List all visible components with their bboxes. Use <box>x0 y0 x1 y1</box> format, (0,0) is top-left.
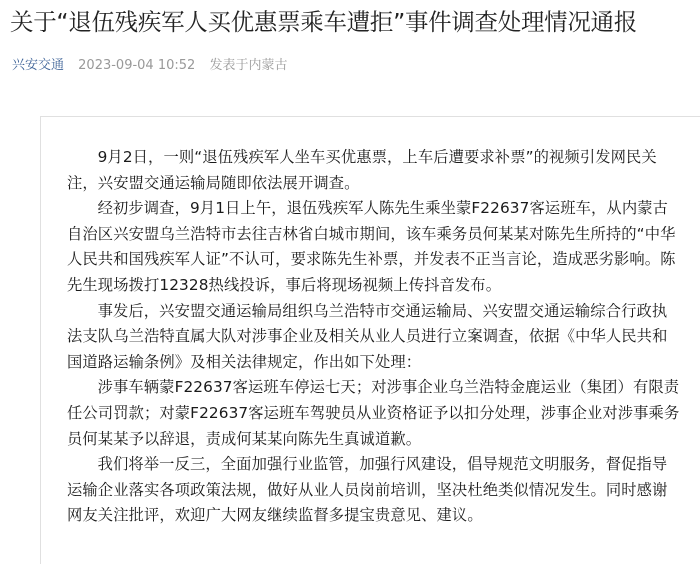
source-account-link[interactable]: 兴安交通 <box>12 58 65 73</box>
article-meta <box>12 56 287 76</box>
notice-image <box>40 116 700 564</box>
publish-time: 2023-09-04 10:52 <box>78 58 196 73</box>
notice-paragraph-4: 涉事车辆蒙F22637客运班车停运七天；对涉事企业乌兰浩特金鹿运业（集团）有限责任公司罚款；对蒙F22637客运班车驾驶员从业资格证予以扣分处理，涉事企业对涉事乘务员何某某予以辞退，责成何某某向陈先生真诚道歉。 <box>67 378 680 448</box>
notice-paragraph-5: 我们将举一反三，全面加强行业监管，加强行风建设，倡导规范文明服务，督促指导运输企业落实各项政策法规，做好从业人员岗前培训，坚决杜绝类似情况发生。同时感谢网友关注批评，欢迎广大网友继续监督多提宝贵意见、建议。 <box>67 455 668 525</box>
notice-paragraph-2: 经初步调查，9月1日上午，退伍残疾军人陈先生乘坐蒙F22637客运班车，从内蒙古自治区兴安盟乌兰浩特市去往吉林省白城市期间，该车乘务员何某某对陈先生所持的“中华人民共和国残疾军人证”不认可，要求陈先生补票，并发表不正当言论，造成恶劣影响。陈先生现场拨打12328热线投诉，事后将现场视频上传抖音发布。 <box>67 199 676 294</box>
article-title: 关于“退伍残疾军人买优惠票乘车遭拒”事件调查处理情况通报 <box>10 8 637 36</box>
notice-body <box>41 117 700 529</box>
publish-location: 发表于内蒙古 <box>209 58 288 73</box>
notice-paragraph-3: 事发后，兴安盟交通运输局组织乌兰浩特市交通运输局、兴安盟交通运输综合行政执法支队乌兰浩特直属大队对涉事企业及相关从业人员进行立案调查，依据《中华人民共和国道路运输条例》及相关法律规定，作出如下处理： <box>67 301 668 371</box>
notice-paragraph-1: 9月2日，一则“退伍残疾军人坐车买优惠票，上车后遭要求补票”的视频引发网民关注，兴安盟交通运输局随即依法展开调查。 <box>67 148 657 192</box>
